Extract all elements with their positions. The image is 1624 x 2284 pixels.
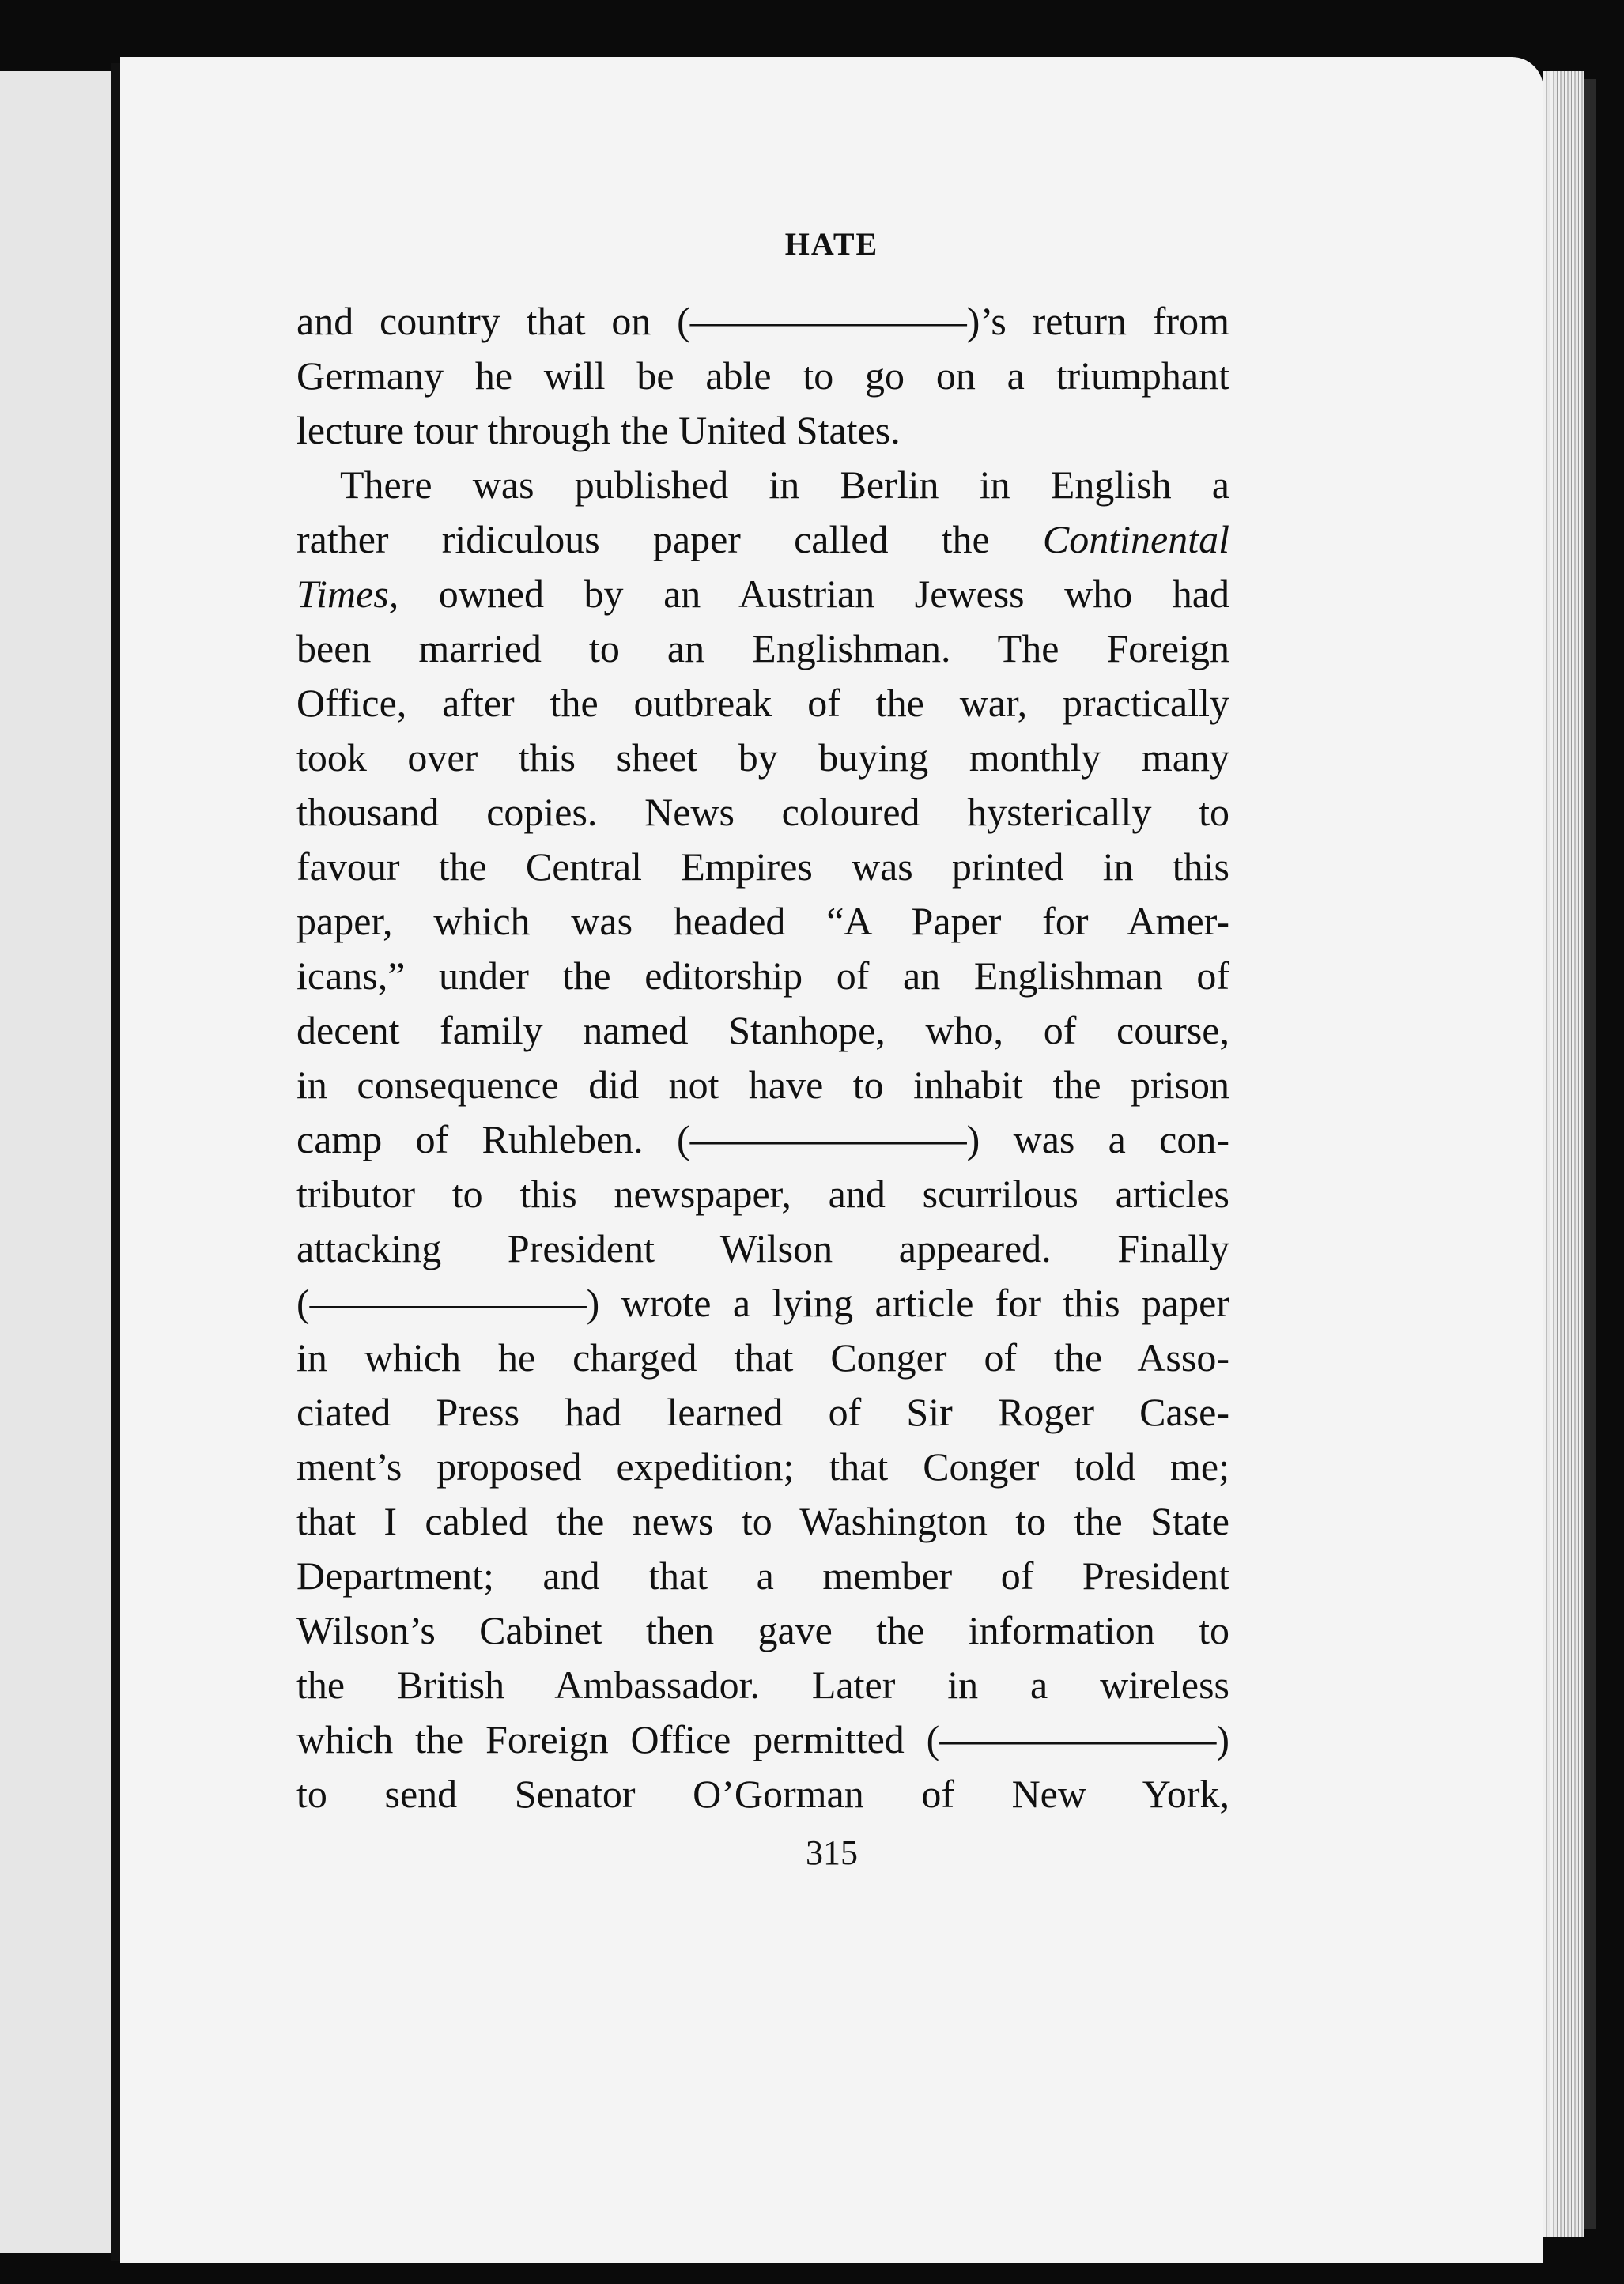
text-line: that I cabled the news to Washington to the State [296,1499,1229,1543]
text-line: Germany he will be able to go on a triumphant [296,353,1229,398]
text-line: thousand copies. News coloured hysterically to [296,790,1229,834]
text-line: favour the Central Empires was printed in this [296,844,1229,889]
text-line: icans,” under the editorship of an Englishman of [296,953,1229,998]
text-line: which the Foreign Office permitted (———————) [296,1717,1229,1761]
book-gutter [111,63,120,2261]
page-number: 315 [806,1833,858,1872]
body-text [296,294,1229,1822]
text-line: ciated Press had learned of Sir Roger Case- [296,1390,1229,1434]
text-line: in consequence did not have to inhabit the prison [296,1063,1229,1107]
text-line: decent family named Stanhope, who, of course, [296,1008,1229,1052]
text-line: paper, which was headed “A Paper for Amer- [296,899,1229,943]
text-line: and country that on (———————)’s return from [296,299,1229,343]
text-line: Department; and that a member of President [296,1553,1229,1598]
text-line: to send Senator O’Gorman of New York, [296,1772,1229,1816]
text-line: took over this sheet by buying monthly many [296,735,1229,780]
text-line: (———————) wrote a lying article for this paper [296,1281,1229,1325]
running-head: HATE [784,226,879,262]
text-line: There was published in Berlin in English a [340,462,1229,507]
text-line: in which he charged that Conger of the Asso- [296,1335,1229,1380]
facing-page-edge [0,71,111,2253]
page-stack-edge [1543,71,1584,2237]
text-line: the British Ambassador. Later in a wireless [296,1663,1229,1707]
text-line: camp of Ruhleben. (———————) was a con- [296,1117,1229,1161]
text-line: tributor to this newspaper, and scurrilous articles [296,1172,1229,1216]
text-line: Office, after the outbreak of the war, practically [296,681,1229,725]
text-line: Wilson’s Cabinet then gave the information to [296,1608,1229,1652]
text-line: been married to an Englishman. The Foreign [296,626,1229,670]
text-line: Times, owned by an Austrian Jewess who had [296,572,1229,616]
text-line: attacking President Wilson appeared. Finally [296,1226,1229,1270]
text-line: lecture tour through the United States. [296,408,901,452]
text-line: ment’s proposed expedition; that Conger told me; [296,1444,1229,1489]
cover-edge [1584,79,1596,2229]
text-line: rather ridiculous paper called the Continental [296,517,1229,561]
